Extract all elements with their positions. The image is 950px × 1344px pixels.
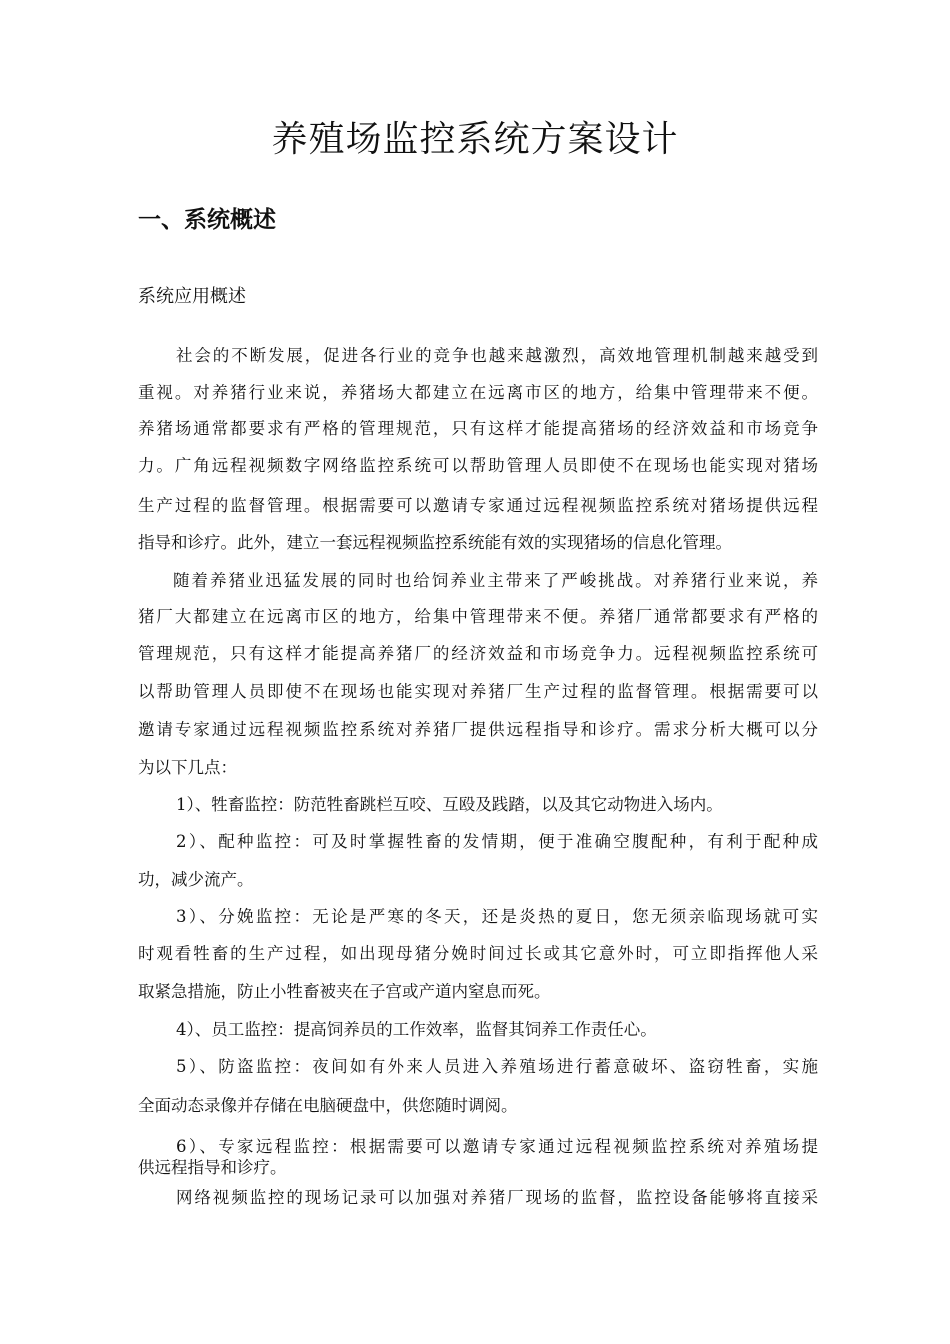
- list-item: 3）、分娩监控：无论是严寒的冬天，还是炎热的夏日，您无须亲临现场就可实: [176, 907, 818, 926]
- subsection-heading-application: 系统应用概述: [138, 286, 246, 307]
- paragraph-line: 力。广角远程视频数字网络监控系统可以帮助管理人员即使不在现场也能实现对猪场: [138, 456, 818, 475]
- list-item: 4）、员工监控：提高饲养员的工作效率，监督其饲养工作责任心。: [176, 1020, 657, 1039]
- paragraph-line: 网络视频监控的现场记录可以加强对养猪厂现场的监督，监控设备能够将直接采: [176, 1188, 818, 1207]
- list-item: 2）、配种监控：可及时掌握牲畜的发情期，便于准确空腹配种，有利于配种成: [176, 832, 818, 851]
- paragraph-line: 指导和诊疗。此外，建立一套远程视频监控系统能有效的实现猪场的信息化管理。: [138, 533, 732, 552]
- paragraph-line: 重视。对养猪行业来说，养猪场大都建立在远离市区的地方，给集中管理带来不便。: [138, 383, 818, 402]
- paragraph-line: 养猪场通常都要求有严格的管理规范，只有这样才能提高猪场的经济效益和市场竞争: [138, 419, 818, 438]
- list-item: 5）、防盗监控：夜间如有外来人员进入养殖场进行蓄意破坏、盗窃牲畜，实施: [176, 1057, 818, 1076]
- list-item-continuation: 时观看牲畜的生产过程，如出现母猪分娩时间过长或其它意外时，可立即指挥他人采: [138, 944, 818, 963]
- list-item-continuation: 供远程指导和诊疗。: [138, 1158, 287, 1177]
- list-item-continuation: 全面动态录像并存储在电脑硬盘中，供您随时调阅。: [138, 1096, 518, 1115]
- paragraph-line: 管理规范，只有这样才能提高养猪厂的经济效益和市场竞争力。远程视频监控系统可: [138, 644, 818, 663]
- list-item-continuation: 功，减少流产。: [138, 870, 254, 889]
- list-item-continuation: 取紧急措施，防止小牲畜被夹在子宫或产道内窒息而死。: [138, 982, 551, 1001]
- list-item: 6）、专家远程监控：根据需要可以邀请专家通过远程视频监控系统对养殖场提: [176, 1137, 818, 1156]
- list-item: 1）、牲畜监控：防范牲畜跳栏互咬、互殴及践踏，以及其它动物进入场内。: [176, 795, 723, 814]
- paragraph-line: 随着养猪业迅猛发展的同时也给饲养业主带来了严峻挑战。对养猪行业来说，养: [173, 571, 818, 590]
- paragraph-line: 猪厂大都建立在远离市区的地方，给集中管理带来不便。养猪厂通常都要求有严格的: [138, 607, 818, 626]
- paragraph-line: 为以下几点：: [138, 758, 237, 777]
- paragraph-line: 邀请专家通过远程视频监控系统对养猪厂提供远程指导和诊疗。需求分析大概可以分: [138, 720, 818, 739]
- section-heading-overview: 一、系统概述: [138, 207, 276, 233]
- paragraph-line: 生产过程的监督管理。根据需要可以邀请专家通过远程视频监控系统对猪场提供远程: [138, 496, 818, 515]
- document-title: 养殖场监控系统方案设计: [271, 119, 679, 160]
- paragraph-line: 以帮助管理人员即使不在现场也能实现对养猪厂生产过程的监督管理。根据需要可以: [138, 682, 818, 701]
- paragraph-line: 社会的不断发展，促进各行业的竞争也越来越激烈，高效地管理机制越来越受到: [176, 346, 818, 365]
